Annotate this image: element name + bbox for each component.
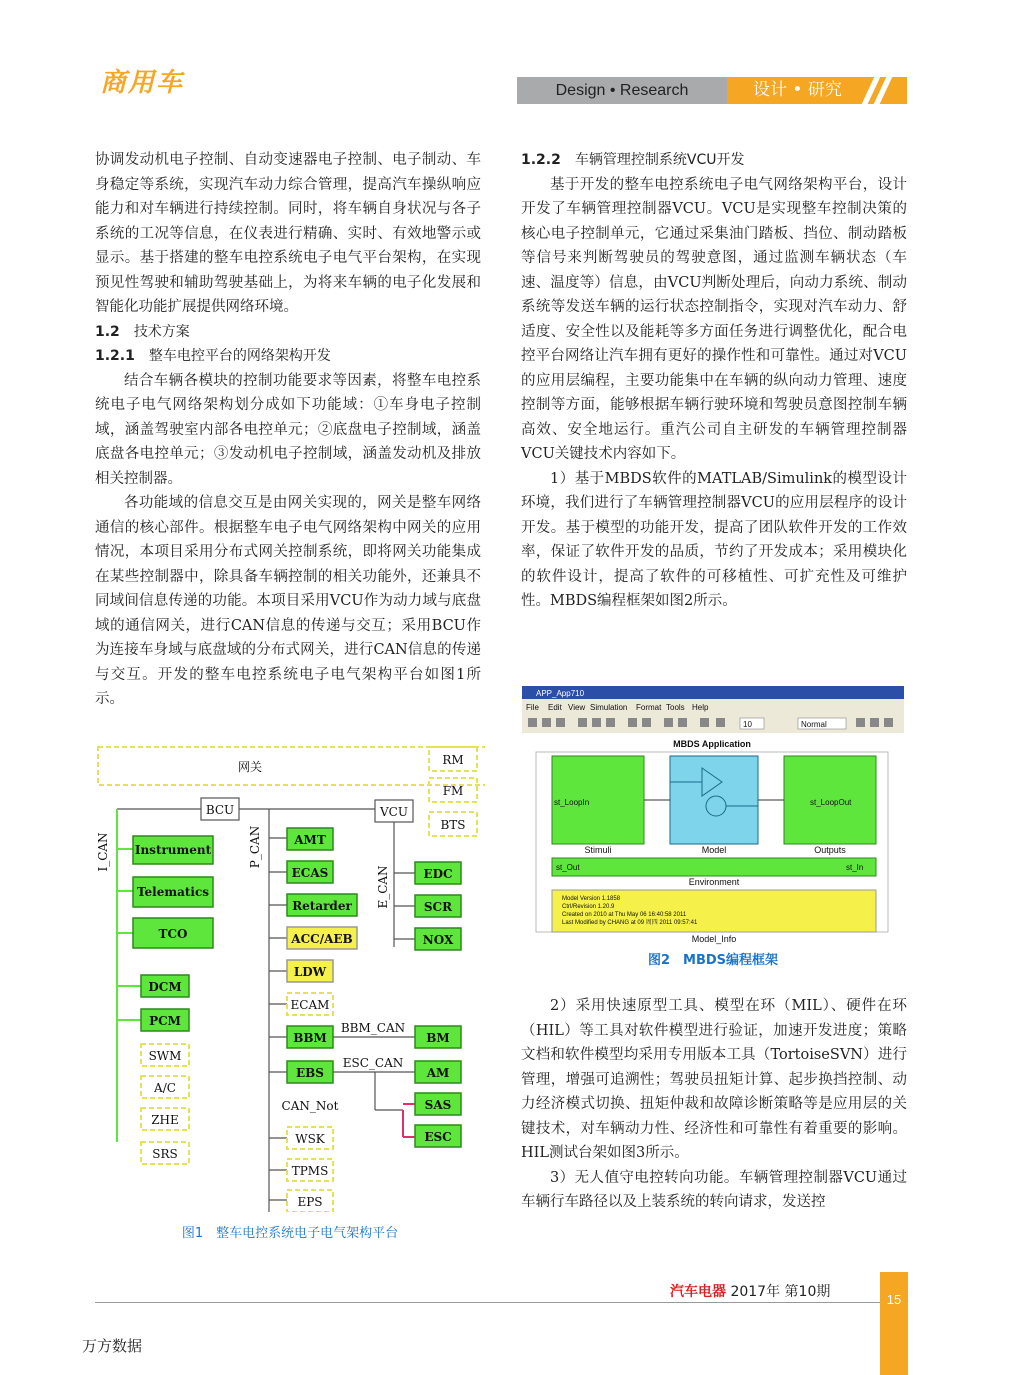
acc-aeb-label: ACC/AEB — [291, 932, 353, 946]
rm-label: RM — [442, 753, 464, 767]
paragraph: 结合车辆各模块的控制功能要求等因素，将整车电控系统电子电气网络架构划分成如下功能域：①车身电子控制域，涵盖驾驶室内部各电控单元；②底盘电子控制域，涵盖底盘各电控单元；③发动机电子控制域，涵盖发动机及排放相关控制器。 — [95, 372, 481, 487]
heading-text: 车辆管理控制系统VCU开发 — [574, 152, 745, 168]
menu-file[interactable]: File — [526, 703, 539, 712]
paragraph: 各功能域的信息交互是由网关实现的，网关是整车网络通信的核心部件。根据整车电子电气网络架构中网关的应用情况，本项目采用分布式网关控制系统，即将网关功能集成在某些控制器中，除具备车辆控制的相关功能外，还兼具不同域间信息传递的功能。本项目采用VCU作为动力域与底盘域的通信网关，进行CAN信息的传递与交互；采用BCU作为连接车身域与底盘域的分布式网关，进行CAN信息的传递与交互。开发的整车电控系统电子电气架构平台如图1所示。 — [95, 495, 481, 707]
dcm-label: DCM — [148, 980, 182, 994]
ecam-label: ECAM — [290, 998, 330, 1012]
srs-label: SRS — [152, 1147, 178, 1161]
menu-help[interactable]: Help — [692, 703, 709, 712]
st-loopin-label: st_LoopIn — [554, 798, 590, 807]
tco-label: TCO — [158, 927, 188, 941]
info-line: Last Modified by CHANG at 09 周四 2011 09:57:41 — [562, 920, 698, 926]
am-label: AM — [426, 1066, 450, 1080]
figure-1-caption: 图1 整车电控系统电子电气架构平台 — [181, 1226, 399, 1241]
footer-rule — [95, 1302, 880, 1303]
outputs-label: Outputs — [814, 845, 846, 855]
figure-2-mbds-screenshot — [522, 686, 904, 946]
amt-label: AMT — [294, 833, 326, 847]
esc-can-label: ESC_CAN — [342, 1056, 404, 1070]
st-out-label: st_Out — [556, 863, 580, 872]
ldw-label: LDW — [293, 965, 327, 979]
vcu-label: VCU — [380, 805, 408, 819]
ebs-label: EBS — [296, 1066, 324, 1080]
ecas-label: ECAS — [291, 866, 329, 880]
sas-label: SAS — [424, 1098, 452, 1112]
journal-name: 汽车电器 — [670, 1284, 726, 1300]
menu-tools[interactable]: Tools — [666, 703, 685, 712]
heading-1-2-1 — [95, 344, 481, 369]
header-section-cn: 设计 • 研究 — [727, 77, 907, 104]
heading-1-2-2 — [521, 148, 907, 173]
wanfang-watermark: 万方数据 — [82, 1337, 143, 1355]
retarder-label: Retarder — [292, 899, 352, 913]
menu-view[interactable]: View — [568, 703, 586, 712]
environment-label: Environment — [688, 877, 740, 887]
page-number-bar — [880, 1272, 908, 1375]
p-can-label: P_CAN — [248, 825, 262, 869]
info-line: Created on 2010 at Thu May 06 16:40:58 2011 — [562, 912, 687, 918]
info-line: Model Version 1.1858 — [562, 896, 621, 902]
scr-label: SCR — [423, 900, 453, 914]
fm-label: FM — [442, 784, 464, 798]
swm-label: SWM — [148, 1049, 182, 1063]
nox-label: NOX — [422, 933, 454, 947]
environment-block — [552, 858, 876, 876]
i-can-label: I_CAN — [96, 832, 110, 872]
figure-1-architecture-diagram — [95, 742, 485, 1212]
paragraph: 1）基于MBDS软件的MATLAB/Simulink的模型设计环境，我们进行了车辆管理控制器VCU的应用层程序的设计开发。基于模型的功能开发，提高了团队软件开发的工作效率，保证了软件开发的品质，节约了开发成本；采用模块化的软件设计，提高了软件的可移植性、可扩充性及可维护性。MBDS编程框架如图2所示。 — [521, 470, 907, 609]
heading-text: 整车电控平台的网络架构开发 — [148, 348, 331, 364]
esc-label: ESC — [424, 1130, 452, 1144]
telematics-label: Telematics — [136, 885, 210, 899]
paragraph: 2）采用快速原型工具、模型在环（MIL）、硬件在环（HIL）等工具对软件模型进行验证，加速开发进度；策略文档和软件模型均采用专用版本工具（TortoiseSVN）进行管理，增强可追溯性；驾驶员扭矩计算、起步换挡控制、动力经济模式切换、扭矩仲裁和故障诊断策略等是应用层的关键技术，对车辆动力性、经济性和可靠性有着重要的影响。HIL测试台架如图3所示。 — [521, 998, 907, 1161]
paragraph: 基于开发的整车电控系统电子电气网络架构平台，设计开发了车辆管理控制器VCU。VCU是实现整车控制决策的核心电子控制单元，它通过采集油门踏板、挡位、制动踏板等信号来判断驾驶员的驾驶意图，通过监测车辆状态（车速、温度等）信息，由VCU判断处理后，向动力系统、制动系统等发送车辆的运行状态控制指令，实现对汽车动力、舒适度、安全性以及能耗等多方面任务进行调整优化，配合电控平台网络让汽车拥有更好的操作性和可靠性。通过对VCU的应用层编程，主要功能集中在车辆的纵向动力管理、速度控制等方面，能够根据车辆行驶环境和驾驶员意图控制车辆高效、安全地运行。重汽公司自主研发的车辆管理控制器VCU关键技术内容如下。 — [521, 176, 907, 462]
left-column — [95, 148, 481, 712]
header-section-en: Design • Research — [517, 77, 727, 104]
sim-mode-value: Normal — [801, 720, 827, 729]
bts-label: BTS — [440, 818, 466, 832]
heading-number: 1.2 — [95, 323, 120, 340]
heading-number: 1.2.1 — [95, 348, 135, 364]
model-block — [670, 756, 758, 844]
right-column-continued — [521, 994, 907, 1215]
model-label: Model — [701, 845, 727, 855]
menu-edit[interactable]: Edit — [548, 703, 562, 712]
gateway-label: 网关 — [237, 760, 263, 774]
right-column — [521, 148, 907, 614]
journal-issue: 2017年 第10期 — [730, 1284, 831, 1300]
zhe-label: ZHE — [151, 1113, 179, 1127]
gateway-box — [98, 747, 485, 785]
eps-label: EPS — [297, 1195, 323, 1209]
heading-number: 1.2.2 — [521, 152, 561, 168]
menu-bar — [526, 703, 709, 712]
st-in-label: st_In — [846, 863, 864, 872]
can-not-label: CAN_Not — [281, 1099, 339, 1113]
magazine-section-title: 商用车 — [100, 68, 185, 98]
tpms-label: TPMS — [291, 1164, 329, 1178]
figure-2-caption: 图2 MBDS编程框架 — [647, 953, 779, 968]
stop-time-value: 10 — [743, 720, 752, 729]
paragraph: 3）无人值守电控转向功能。车辆管理控制器VCU通过车辆行车路径以及上装系统的转向请求，发送控 — [521, 1169, 907, 1210]
window-title: APP_App710 — [536, 689, 585, 698]
mbds-app-label: MBDS Application — [673, 739, 751, 749]
instrument-label: Instrument — [134, 843, 212, 857]
menu-simulation[interactable]: Simulation — [590, 703, 628, 712]
bbm-label: BBM — [293, 1031, 327, 1045]
model-info-label: Model_Info — [691, 934, 737, 944]
bm-label: BM — [426, 1031, 450, 1045]
page-number: 15 — [886, 1292, 902, 1307]
wsk-label: WSK — [295, 1132, 325, 1146]
heading-1-2 — [95, 320, 481, 345]
pcm-label: PCM — [149, 1014, 181, 1028]
paragraph: 协调发动机电子控制、自动变速器电子控制、电子制动、车身稳定等系统，实现汽车动力综合管理，提高汽车操纵响应能力和对车辆进行持续控制。同时，将车辆自身状况与各子系统的工况等信息，在仪表进行精确、实时、有效地警示或显示。基于搭建的整车电控系统电子电气平台架构，在实现预见性驾驶和辅助驾驶基础上，为将来车辆的电子化发展和智能化功能扩展提供网络环境。 — [95, 152, 481, 315]
st-loopout-label: st_LoopOut — [810, 798, 852, 807]
journal-info — [670, 1281, 830, 1301]
stimuli-label: Stimuli — [584, 845, 612, 855]
e-can-label: E_CAN — [376, 865, 390, 909]
ac-label: A/C — [154, 1081, 176, 1095]
info-line: Ctrl/Revision 1.20.9 — [562, 904, 615, 910]
menu-format[interactable]: Format — [636, 703, 662, 712]
edc-label: EDC — [423, 867, 453, 881]
bbm-can-label: BBM_CAN — [340, 1021, 406, 1035]
bcu-label: BCU — [205, 803, 235, 817]
heading-text: 技术方案 — [133, 323, 190, 340]
